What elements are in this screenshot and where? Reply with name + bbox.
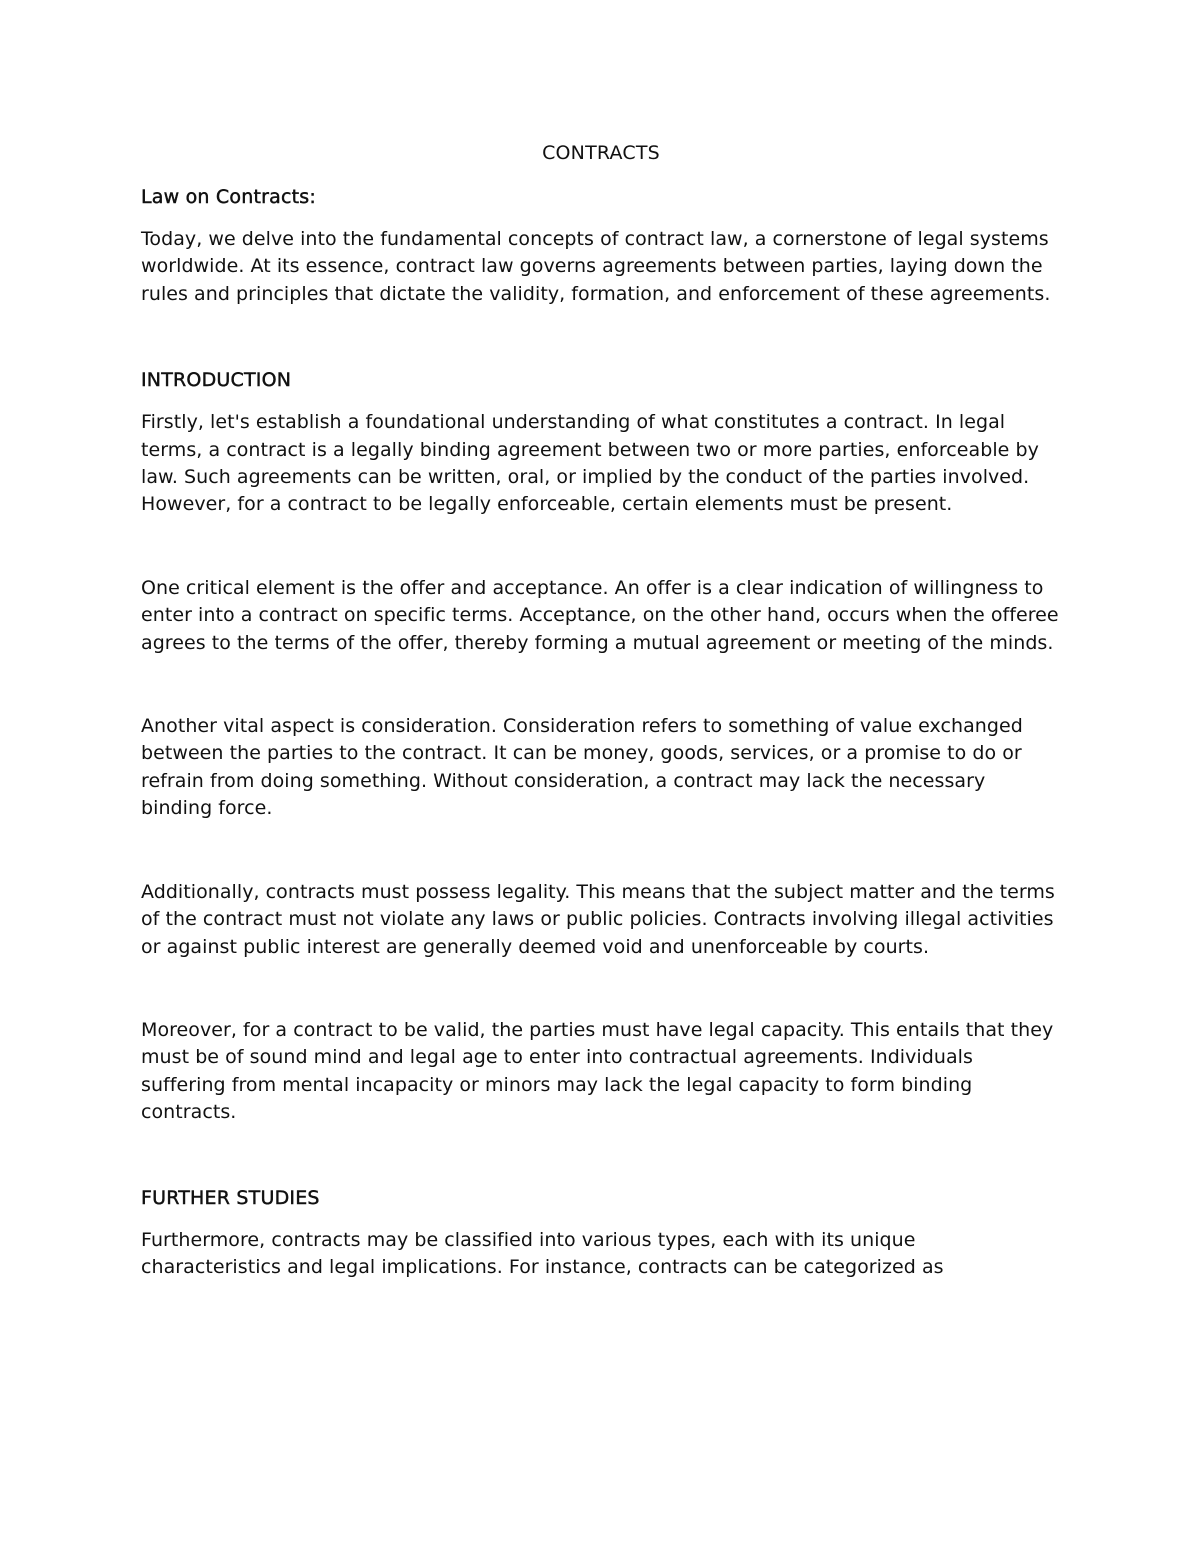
paragraph: Another vital aspect is consideration. Consideration refers to something of value exchanged between the parties to the contract. It can be money, goods, services, or a promise to do or refrain from doing something. Without consideration, a contract may lack the necessary binding force. (141, 715, 1023, 820)
document-page (141, 138, 1061, 1281)
section-introduction (141, 365, 1061, 1126)
paragraph: Furthermore, contracts may be classified into various types, each with its unique characteristics and legal implications. For instance, contracts can be categorized as (141, 1228, 944, 1278)
section-heading-further-studies: FURTHER STUDIES (141, 1186, 320, 1209)
spacer (141, 1127, 1061, 1183)
paragraph: One critical element is the offer and acceptance. An offer is a clear indication of willingness to enter into a contract on specific terms. Acceptance, on the other hand, occurs when the offeree agrees to the terms of the offer, thereby forming a mutual agreement or meeting of the minds. (141, 576, 1059, 654)
document-title: CONTRACTS (542, 142, 660, 164)
spacer (141, 308, 1061, 365)
spacer (141, 961, 1061, 1017)
intro-paragraph: Today, we delve into the fundamental concepts of contract law, a cornerstone of legal systems worldwide. At its essence, contract law governs agreements between parties, laying down the rules and principles that dictate the validity, formation, and enforcement of these agreements. (141, 228, 1051, 305)
section-further-studies (141, 1183, 1061, 1282)
paragraph: Firstly, let's establish a foundational understanding of what constitutes a contract. In legal terms, a contract is a legally binding agreement between two or more parties, enforceable by law. Such agreements can be written, oral, or implied by the conduct of the parties involved. However, for a contract to be legally enforceable, certain elements must be present. (141, 411, 1039, 516)
document-subtitle: Law on Contracts: (141, 186, 316, 208)
spacer (141, 657, 1061, 713)
paragraph: Additionally, contracts must possess legality. This means that the subject matter and the terms of the contract must not violate any laws or public policies. Contracts involving illegal activities or against public interest are generally deemed void and unenforceable by courts. (141, 880, 1055, 958)
paragraph: Moreover, for a contract to be valid, the parties must have legal capacity. This entails that they must be of sound mind and legal age to enter into contractual agreements. Individuals suffering from mental incapacity or minors may lack the legal capacity to form binding contracts. (141, 1018, 1054, 1124)
section-heading-introduction: INTRODUCTION (141, 369, 292, 392)
spacer (141, 823, 1061, 879)
spacer (141, 519, 1061, 575)
